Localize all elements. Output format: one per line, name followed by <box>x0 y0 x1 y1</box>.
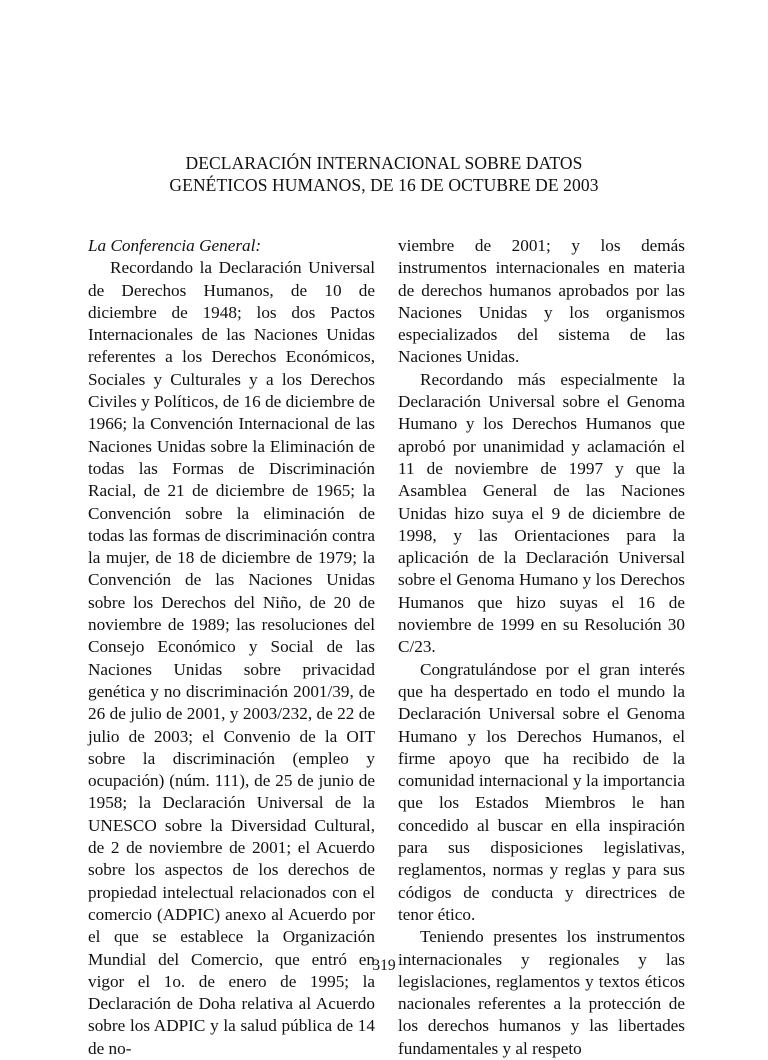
paragraph-recordando: Recordando la Declaración Universal de Derechos Humanos, de 10 de diciembre de 1948; los dos Pactos Internacionales de las Naciones Unidas referentes a los Derechos Económicos, Sociales y Culturales y a los Derechos Civiles y Políticos, de 16 de diciembre de 1966; la Convención Internacional de las Naciones Unidas sobre la Eliminación de todas las Formas de Discriminación Racial, de 21 de diciembre de 1965; la Convención sobre la eliminación de todas las formas de discriminación contra la mujer, de 18 de diciembre de 1979; la Convención de las Naciones Unidas sobre los Derechos del Niño, de 20 de noviembre de 1989; las resoluciones del Consejo Económico y Social de las Naciones Unidas sobre privacidad genética y no discriminación 2001/39, de 26 de julio de 2001, y 2003/232, de 22 de julio de 2003; el Convenio de la OIT sobre la discriminación (empleo y ocupación) (núm. 111), de 25 de junio de 1958; la Declaración Universal de la UNESCO sobre la Diversidad Cultural, de 2 de noviembre de 2001; el Acuerdo sobre los aspectos de los derechos de propiedad intelectual relacionados con el comercio (ADPIC) anexo al Acuerdo por el que se establece la Organización Mundial del Comercio, que entró en vigor el 1o. de enero de 1995; la Declaración de Doha relativa al Acuerdo sobre los ADPIC y la salud pública de 14 de no- <box>88 258 375 1058</box>
paragraph-continuation: viembre de 2001; y los demás instrumentos internacionales en materia de derechos humanos aprobados por las Naciones Unidas y los organismos especializados del sistema de las Naciones Unidas. <box>398 236 685 367</box>
page-number: 319 <box>372 957 396 974</box>
preamble-label: La Conferencia General: <box>88 236 262 255</box>
title-line-1: DECLARACIÓN INTERNACIONAL SOBRE DATOS <box>185 153 583 173</box>
left-column <box>88 235 375 1060</box>
paragraph-recordando-especialmente: Recordando más especialmente la Declaración Universal sobre el Genoma Humano y los Derechos Humanos que aprobó por unanimidad y aclamación el 11 de noviembre de 1997 y que la Asamblea General de las Naciones Unidas hizo suya el 9 de diciembre de 1998, y las Orientaciones para la aplicación de la Declaración Universal sobre el Genoma Humano y los Derechos Humanos que hizo suyas el 16 de noviembre de 1999 en su Resolución 30 C/23. <box>398 369 685 657</box>
paragraph-teniendo-presentes: Teniendo presentes los instrumentos internacionales y regionales y las legislaciones, reglamentos y textos éticos nacionales referentes a la protección de los derechos humanos y las libertades fundamentales y al respeto <box>398 927 685 1058</box>
title-line-2: GENÉTICOS HUMANOS, DE 16 DE OCTUBRE DE 2003 <box>169 175 599 195</box>
right-column <box>398 235 685 1060</box>
document-title <box>0 152 768 196</box>
paragraph-congratulandose: Congratulándose por el gran interés que ha despertado en todo el mundo la Declaración Universal sobre el Genoma Humano y los Derechos Humanos, el firme apoyo que ha recibido de la comunidad internacional y la importancia que los Estados Miembros le han concedido al buscar en ella inspiración para sus disposiciones legislativas, reglamentos, normas y reglas y para sus códigos de conducta y directrices de tenor ético. <box>398 659 685 924</box>
